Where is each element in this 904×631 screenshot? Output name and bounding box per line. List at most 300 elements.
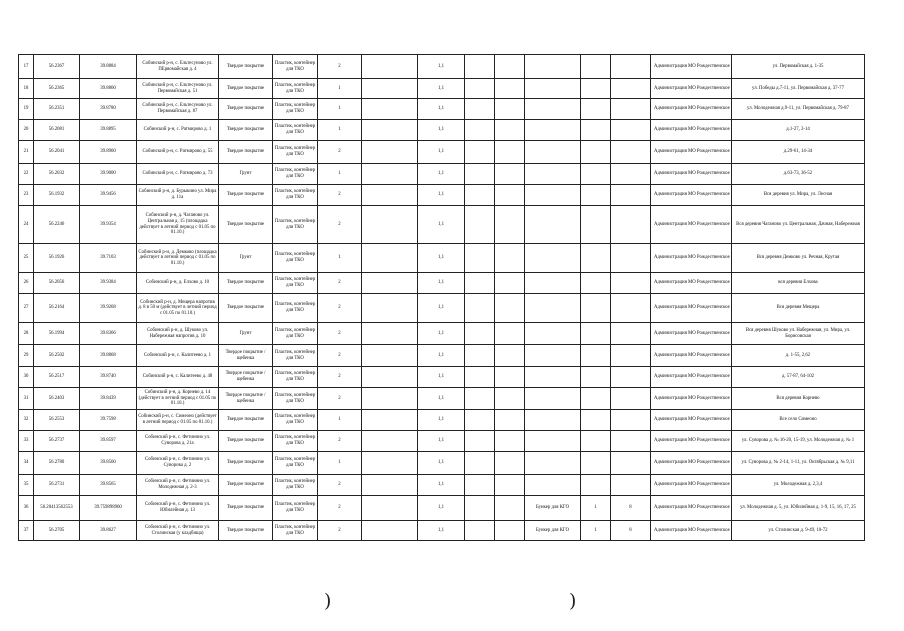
cell-container-count: 1 (318, 164, 362, 185)
container-sites-table (18, 54, 865, 541)
cell-kgo-volume (611, 388, 651, 410)
cell-kgo-type (525, 294, 581, 323)
cell-kgo-volume (611, 273, 651, 294)
cell-kgo-volume (611, 120, 651, 141)
cell-container-type: Пластик, контейнер для ТКО (273, 367, 318, 388)
cell-kgo-count (581, 475, 611, 496)
cell-row-number: 32 (19, 410, 34, 431)
cell-container-count: 2 (318, 367, 362, 388)
cell-owner: Администрация МО Рождественское (651, 99, 732, 120)
cell-volume: 1,1 (418, 431, 465, 452)
cell-latitude: 56.2517 (34, 367, 80, 388)
cell-empty (465, 410, 495, 431)
cell-kgo-count (581, 206, 611, 244)
cell-volume: 1,1 (418, 496, 465, 521)
table-row (19, 323, 865, 345)
cell-longitude: 39.8780 (80, 99, 137, 120)
cell-container-type: Пластик, контейнер для ТКО (273, 185, 318, 206)
cell-empty (465, 496, 495, 521)
cell-address: Собинский р-н, с. Ельтесуново ул. ПЕрвомайская д. 4 (137, 55, 219, 79)
cell-volume: 1,1 (418, 120, 465, 141)
cell-owner: Администрация МО Рождественское (651, 410, 732, 431)
cell-address: Собинский р-н, с. Ратмирово д. 73 (137, 164, 219, 185)
cell-kgo-count (581, 164, 611, 185)
cell-longitude: 39.8960 (80, 141, 137, 164)
cell-kgo-volume (611, 323, 651, 345)
cell-kgo-count (581, 141, 611, 164)
cell-row-number: 22 (19, 164, 34, 185)
cell-container-count: 2 (318, 431, 362, 452)
cell-kgo-count (581, 244, 611, 273)
cell-kgo-volume (611, 431, 651, 452)
cell-row-number: 33 (19, 431, 34, 452)
table-row (19, 367, 865, 388)
cell-kgo-count (581, 55, 611, 79)
cell-surface: Твердое покрытие (219, 294, 273, 323)
cell-container-type: Пластик, контейнер для ТКО (273, 496, 318, 521)
cell-row-number: 23 (19, 185, 34, 206)
cell-address: Собинский р-н, с. Фетинино ул. Суворова д. 2 (137, 452, 219, 475)
cell-surface: Твердое покрытие (219, 521, 273, 541)
cell-empty (362, 120, 418, 141)
table-row (19, 120, 865, 141)
cell-latitude: 56.1994 (34, 323, 80, 345)
cell-owner: Администрация МО Рождественское (651, 164, 732, 185)
table-row (19, 99, 865, 120)
cell-owner: Администрация МО Рождественское (651, 244, 732, 273)
page-mark-right: ) (569, 590, 577, 612)
cell-owner: Администрация МО Рождественское (651, 345, 732, 367)
cell-container-type: Пластик, контейнер для ТКО (273, 410, 318, 431)
cell-kgo-count (581, 323, 611, 345)
cell-container-count: 2 (318, 185, 362, 206)
cell-empty (465, 206, 495, 244)
cell-served-area: Вся деревня Корнево (732, 388, 865, 410)
cell-served-area: ул. Молодежная д. 2,3,4 (732, 475, 865, 496)
cell-surface: Твердое покрытие (219, 120, 273, 141)
cell-row-number: 20 (19, 120, 34, 141)
cell-empty (362, 273, 418, 294)
cell-empty (465, 99, 495, 120)
cell-volume: 1,1 (418, 141, 465, 164)
cell-empty (465, 367, 495, 388)
cell-served-area: д.63-73, 36-52 (732, 164, 865, 185)
cell-address: Собинский р-н, с. Ельтесуново ул. Первомайская д. 87 (137, 99, 219, 120)
cell-kgo-volume (611, 244, 651, 273)
cell-address: Собинский р-н, д. Бурыкино ул. Мира д. 11а (137, 185, 219, 206)
cell-kgo-volume (611, 55, 651, 79)
cell-container-count: 2 (318, 475, 362, 496)
cell-kgo-count (581, 431, 611, 452)
cell-volume: 1,1 (418, 55, 465, 79)
cell-address: Собинский р-н, д. Елхово д. 10 (137, 273, 219, 294)
cell-container-type: Пластик, контейнер для ТКО (273, 475, 318, 496)
cell-empty (362, 79, 418, 99)
cell-kgo-count: 1 (581, 521, 611, 541)
cell-longitude: 39.8860 (80, 79, 137, 99)
cell-latitude: 56.2705 (34, 521, 80, 541)
cell-served-area: д. 1-55, 2,62 (732, 345, 865, 367)
table-row (19, 431, 865, 452)
cell-latitude: 56.2081 (34, 120, 80, 141)
cell-volume: 1,1 (418, 273, 465, 294)
cell-served-area: д.29-61, 14-34 (732, 141, 865, 164)
cell-longitude: 39.9456 (80, 185, 137, 206)
cell-latitude: 56.20413562553 (34, 496, 80, 521)
cell-volume: 1,1 (418, 345, 465, 367)
cell-volume: 1,1 (418, 206, 465, 244)
cell-latitude: 56.2041 (34, 141, 80, 164)
cell-empty (465, 273, 495, 294)
cell-kgo-type (525, 99, 581, 120)
cell-container-count: 2 (318, 206, 362, 244)
cell-served-area: д. 57-87, 64-102 (732, 367, 865, 388)
cell-served-area: Вся деревня Шуково ул. Набережная, ул. Мира, ул. Борисовская (732, 323, 865, 345)
cell-kgo-count (581, 294, 611, 323)
cell-served-area: Вся деревня Чаганово ул. Центральная, Дачная, Набережная (732, 206, 865, 244)
cell-empty (465, 164, 495, 185)
cell-longitude: 39.8868 (80, 345, 137, 367)
table-row (19, 452, 865, 475)
cell-container-count: 2 (318, 521, 362, 541)
cell-row-number: 17 (19, 55, 34, 79)
cell-kgo-type (525, 141, 581, 164)
table-row (19, 273, 865, 294)
cell-owner: Администрация МО Рождественское (651, 55, 732, 79)
cell-kgo-type (525, 431, 581, 452)
cell-surface: Твердое покрытие (219, 496, 273, 521)
cell-empty (465, 431, 495, 452)
cell-empty (362, 496, 418, 521)
cell-latitude: 56.2553 (34, 410, 80, 431)
cell-owner: Администрация МО Рождественское (651, 294, 732, 323)
cell-empty (362, 185, 418, 206)
cell-container-count: 1 (318, 79, 362, 99)
cell-empty (495, 367, 525, 388)
cell-served-area: ул. Победы д.7-11, ул. Первомайская д. 37-77 (732, 79, 865, 99)
cell-empty (495, 273, 525, 294)
cell-volume: 1,1 (418, 323, 465, 345)
cell-kgo-type (525, 367, 581, 388)
cell-surface: Твердое покрытие (219, 55, 273, 79)
cell-row-number: 21 (19, 141, 34, 164)
cell-owner: Администрация МО Рождественское (651, 323, 732, 345)
cell-empty (362, 475, 418, 496)
cell-served-area: ул. Столинская д. 9-49, 10-72 (732, 521, 865, 541)
cell-surface: Твердое покрытие (219, 206, 273, 244)
cell-surface: Грунт (219, 244, 273, 273)
cell-volume: 1,1 (418, 244, 465, 273)
cell-volume: 1,1 (418, 388, 465, 410)
cell-kgo-type (525, 323, 581, 345)
cell-empty (495, 206, 525, 244)
cell-address: Собинский р-н, с. Ратмирово д. 55 (137, 141, 219, 164)
cell-address: Собинский р-н, с. Ратмирово д. 1 (137, 120, 219, 141)
cell-kgo-count: 1 (581, 496, 611, 521)
cell-kgo-type (525, 475, 581, 496)
cell-empty (362, 55, 418, 79)
cell-kgo-volume (611, 206, 651, 244)
cell-longitude: 39.8740 (80, 367, 137, 388)
cell-longitude: 39.8884 (80, 55, 137, 79)
table-row (19, 164, 865, 185)
cell-owner: Администрация МО Рождественское (651, 388, 732, 410)
cell-volume: 1,1 (418, 294, 465, 323)
cell-container-type: Пластик, контейнер для ТКО (273, 521, 318, 541)
cell-container-type: Пластик, контейнер для ТКО (273, 55, 318, 79)
cell-address: Собинский р-н, с. Калитеево д. 1 (137, 345, 219, 367)
cell-owner: Администрация МО Рождественское (651, 496, 732, 521)
cell-kgo-type (525, 273, 581, 294)
cell-empty (495, 323, 525, 345)
cell-kgo-type (525, 185, 581, 206)
table-row (19, 475, 865, 496)
cell-container-count: 1 (318, 120, 362, 141)
cell-row-number: 36 (19, 496, 34, 521)
cell-row-number: 25 (19, 244, 34, 273)
cell-kgo-type (525, 388, 581, 410)
cell-container-count: 2 (318, 55, 362, 79)
cell-owner: Администрация МО Рождественское (651, 431, 732, 452)
cell-address: Собинский р-н, с. Фетинино ул. Юбилейная д. 13 (137, 496, 219, 521)
cell-longitude: 39.7103 (80, 244, 137, 273)
table-row (19, 55, 865, 79)
cell-container-type: Пластик, контейнер для ТКО (273, 244, 318, 273)
cell-latitude: 56.2780 (34, 452, 80, 475)
cell-empty (362, 206, 418, 244)
cell-owner: Администрация МО Рождественское (651, 273, 732, 294)
cell-empty (465, 323, 495, 345)
cell-served-area: ул. Суворова д. № 2-14, 1-11, ул. Октябрьская д. № 9,11 (732, 452, 865, 475)
cell-longitude: 39.8366 (80, 323, 137, 345)
cell-empty (495, 294, 525, 323)
cell-empty (495, 244, 525, 273)
cell-container-count: 2 (318, 323, 362, 345)
cell-kgo-volume (611, 294, 651, 323)
cell-surface: Твердое покрытие (219, 452, 273, 475)
cell-container-type: Пластик, контейнер для ТКО (273, 431, 318, 452)
table-row (19, 388, 865, 410)
cell-address: Собинский р-н, с. Фетинино ул. Столинская (у кладбища) (137, 521, 219, 541)
cell-kgo-type (525, 79, 581, 99)
cell-longitude: 39.8597 (80, 431, 137, 452)
cell-row-number: 19 (19, 99, 34, 120)
cell-empty (495, 431, 525, 452)
cell-kgo-volume (611, 475, 651, 496)
cell-container-type: Пластик, контейнер для ТКО (273, 452, 318, 475)
cell-empty (495, 521, 525, 541)
cell-address: Собинский р-н, д. Корнево д. 14 (действует в летний период с 01.05 по 01.10.) (137, 388, 219, 410)
cell-latitude: 56.2367 (34, 55, 80, 79)
cell-longitude: 39.8627 (80, 521, 137, 541)
cell-latitude: 56.2737 (34, 431, 80, 452)
table-row (19, 79, 865, 99)
cell-address: Собинский р-н, с. Симеоно (действует в летний период с 01.05 по 01.10.) (137, 410, 219, 431)
cell-container-type: Пластик, контейнер для ТКО (273, 164, 318, 185)
cell-kgo-type (525, 55, 581, 79)
cell-served-area: ул. Молодежная д.9-11, ул. Первомайская д. 79-87 (732, 99, 865, 120)
cell-empty (495, 185, 525, 206)
cell-surface: Твердое покрытие (219, 141, 273, 164)
cell-served-area: Вся деревня ул. Мира, ул. Лесная (732, 185, 865, 206)
cell-empty (362, 410, 418, 431)
cell-longitude: 39.9384 (80, 273, 137, 294)
cell-served-area: Все село Симеоно (732, 410, 865, 431)
cell-kgo-count (581, 410, 611, 431)
table-row (19, 345, 865, 367)
cell-owner: Администрация МО Рождественское (651, 185, 732, 206)
cell-longitude: 39.9000 (80, 164, 137, 185)
cell-empty (465, 475, 495, 496)
table-row (19, 206, 865, 244)
cell-latitude: 56.1926 (34, 244, 80, 273)
cell-latitude: 56.2351 (34, 99, 80, 120)
cell-longitude: 39.9268 (80, 294, 137, 323)
cell-address: Собинский р-н, с. Фетинино ул. Молодежная д. 2-3 (137, 475, 219, 496)
cell-volume: 1,1 (418, 79, 465, 99)
cell-empty (495, 120, 525, 141)
cell-longitude: 39.759898960 (80, 496, 137, 521)
cell-surface: Грунт (219, 164, 273, 185)
cell-container-count: 2 (318, 294, 362, 323)
cell-longitude: 39.8565 (80, 475, 137, 496)
cell-kgo-count (581, 273, 611, 294)
cell-empty (495, 345, 525, 367)
cell-surface: Твердое покрытие (219, 410, 273, 431)
cell-address: Собинский р-н, д. Чаганово ул. Центральная д. 15 (площадка действует в летний период с 01.05 по 01.10.) (137, 206, 219, 244)
cell-kgo-volume: 8 (611, 496, 651, 521)
cell-empty (495, 79, 525, 99)
cell-row-number: 30 (19, 367, 34, 388)
cell-row-number: 34 (19, 452, 34, 475)
cell-empty (495, 410, 525, 431)
cell-kgo-type (525, 164, 581, 185)
cell-empty (465, 388, 495, 410)
cell-surface: Твердое покрытие (219, 273, 273, 294)
table-row (19, 294, 865, 323)
cell-served-area: ул. Суворова д. № 16-20, 15-19, ул. Молодежная д. № 1 (732, 431, 865, 452)
cell-row-number: 28 (19, 323, 34, 345)
cell-empty (362, 244, 418, 273)
cell-empty (465, 521, 495, 541)
cell-served-area: вся деревня Елхова (732, 273, 865, 294)
cell-kgo-count (581, 452, 611, 475)
cell-container-count: 2 (318, 141, 362, 164)
cell-kgo-count (581, 99, 611, 120)
cell-kgo-volume (611, 367, 651, 388)
cell-owner: Администрация МО Рождественское (651, 206, 732, 244)
cell-owner: Администрация МО Рождественское (651, 120, 732, 141)
cell-empty (465, 120, 495, 141)
cell-kgo-type (525, 120, 581, 141)
cell-kgo-type (525, 244, 581, 273)
cell-empty (362, 388, 418, 410)
table-row (19, 410, 865, 431)
cell-volume: 1,1 (418, 367, 465, 388)
cell-empty (362, 521, 418, 541)
cell-kgo-count (581, 185, 611, 206)
cell-empty (495, 496, 525, 521)
cell-empty (495, 55, 525, 79)
cell-empty (362, 323, 418, 345)
cell-empty (465, 55, 495, 79)
cell-kgo-volume (611, 99, 651, 120)
cell-container-count: 2 (318, 388, 362, 410)
cell-volume: 1,1 (418, 99, 465, 120)
cell-empty (362, 431, 418, 452)
cell-kgo-volume: 8 (611, 521, 651, 541)
cell-container-type: Пластик, контейнер для ТКО (273, 120, 318, 141)
cell-served-area: д.1-27, 2-14 (732, 120, 865, 141)
cell-row-number: 29 (19, 345, 34, 367)
cell-latitude: 56.2164 (34, 294, 80, 323)
cell-empty (465, 141, 495, 164)
cell-volume: 1,1 (418, 410, 465, 431)
cell-latitude: 56.2403 (34, 388, 80, 410)
cell-latitude: 56.2032 (34, 164, 80, 185)
cell-kgo-type (525, 452, 581, 475)
cell-volume: 1,1 (418, 185, 465, 206)
cell-row-number: 18 (19, 79, 34, 99)
table-row (19, 521, 865, 541)
cell-served-area: ул. Молодежная д. 5, ул. Юбилейная д. 1-9, 15, 16, 17, 25 (732, 496, 865, 521)
cell-surface: Твердое покрытие (219, 431, 273, 452)
cell-surface: Твердое покрытие / щебенка (219, 345, 273, 367)
cell-kgo-type (525, 206, 581, 244)
table-row (19, 141, 865, 164)
cell-empty (495, 141, 525, 164)
cell-surface: Грунт (219, 323, 273, 345)
page-mark-left: ) (324, 590, 332, 612)
cell-latitude: 56.2056 (34, 273, 80, 294)
cell-served-area: ул. Первомайская д. 1-35 (732, 55, 865, 79)
cell-owner: Администрация МО Рождественское (651, 141, 732, 164)
cell-empty (495, 164, 525, 185)
cell-owner: Администрация МО Рождественское (651, 79, 732, 99)
table-row (19, 496, 865, 521)
cell-container-type: Пластик, контейнер для ТКО (273, 79, 318, 99)
cell-address: Собинский р-н, с. Фетинино ул. Суворова д. 21а (137, 431, 219, 452)
cell-longitude: 39.8895 (80, 120, 137, 141)
cell-empty (362, 164, 418, 185)
cell-owner: Администрация МО Рождественское (651, 521, 732, 541)
cell-kgo-volume (611, 164, 651, 185)
cell-surface: Твердое покрытие (219, 185, 273, 206)
cell-empty (465, 185, 495, 206)
cell-kgo-volume (611, 79, 651, 99)
cell-address: Собинский р-н, д. Шуково ул. Набережная напротив д. 10 (137, 323, 219, 345)
cell-owner: Администрация МО Рождественское (651, 452, 732, 475)
cell-container-count: 2 (318, 496, 362, 521)
cell-container-count: 2 (318, 273, 362, 294)
cell-empty (495, 452, 525, 475)
cell-container-type: Пластик, контейнер для ТКО (273, 388, 318, 410)
table-body (19, 55, 865, 541)
cell-row-number: 31 (19, 388, 34, 410)
table-row (19, 185, 865, 206)
cell-row-number: 35 (19, 475, 34, 496)
cell-kgo-volume (611, 141, 651, 164)
cell-empty (362, 452, 418, 475)
cell-container-type: Пластик, контейнер для ТКО (273, 141, 318, 164)
cell-address: Собинский р-н, с. Ельтесуново ул. Первомайская д. 51 (137, 79, 219, 99)
cell-container-type: Пластик, контейнер для ТКО (273, 206, 318, 244)
cell-container-count: 1 (318, 99, 362, 120)
cell-volume: 1,1 (418, 475, 465, 496)
cell-longitude: 39.9354 (80, 206, 137, 244)
cell-empty (362, 99, 418, 120)
cell-empty (495, 99, 525, 120)
